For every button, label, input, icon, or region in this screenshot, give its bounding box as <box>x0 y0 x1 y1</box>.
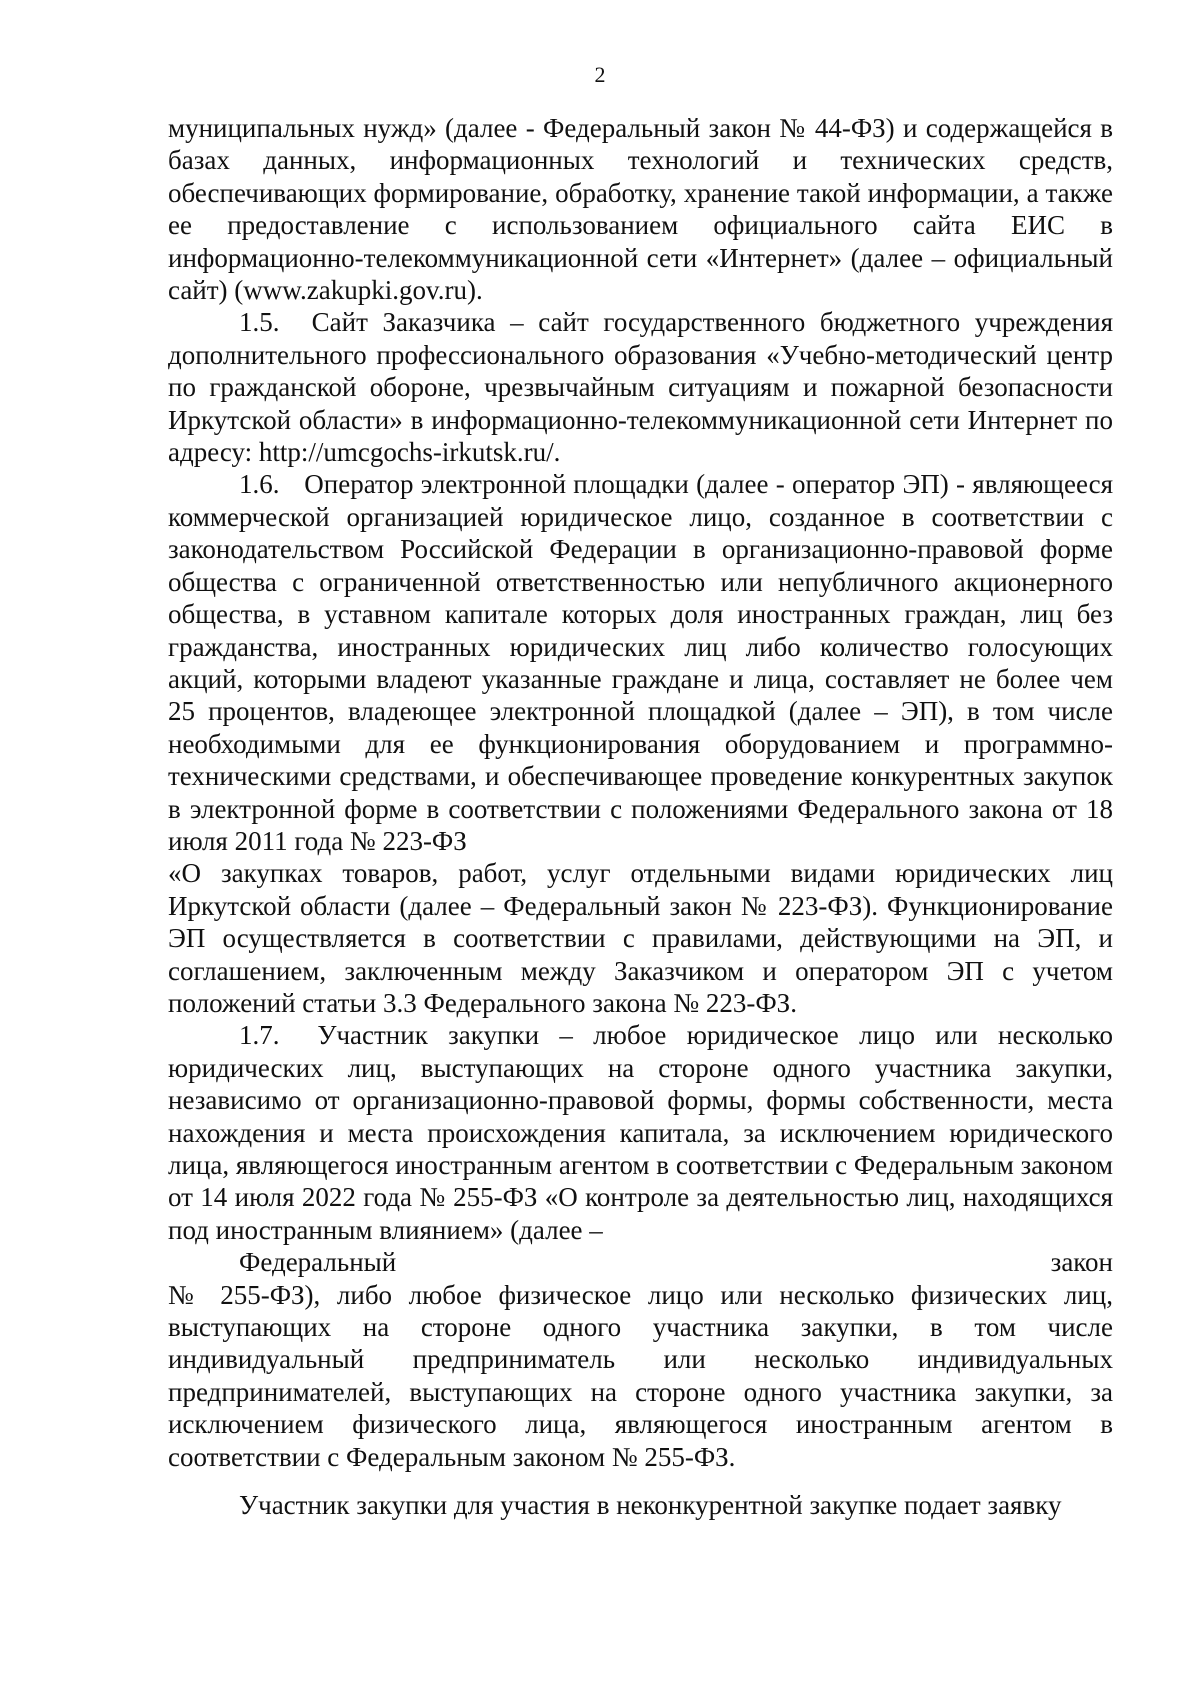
clause-number: 1.5. <box>239 307 280 338</box>
paragraph-1-6 <box>168 468 1113 857</box>
clause-text: Оператор электронной площадки (далее - оператор ЭП) - являющееся коммерческой организацией юридическое лицо, созданное в соответствии с законодательством Российской Федерации в организационно-правовой форме общества с ограниченной ответственностью или непубличного акционерного общества, в уставном капитале которых доля иностранных граждан, лиц без гражданства, иностранных юридических лиц либо количество голосующих акций, которыми владеют указанные граждане и лица, составляет не более чем 25 процентов, владеющее электронной площадкой (далее – ЭП), в том числе необходимыми для ее функционирования оборудованием и программно-техническими средствами, и обеспечивающее проведение конкурентных закупок в электронной форме в соответствии с положениями Федерального закона от 18 июля 2011 года № 223-ФЗ <box>168 469 1114 856</box>
clause-text: Участник закупки – любое юридическое лицо или несколько юридических лиц, выступающих на стороне одного участника закупки, независимо от организационно-правовой формы, формы собственности, места нахождения и места происхождения капитала, за исключением юридического лица, являющегося иностранным агентом в соответствии с Федеральным законом от 14 июля 2022 года № 255-ФЗ «О контроле за деятельностью лиц, находящихся под иностранным влиянием» (далее – <box>168 1020 1114 1245</box>
clause-text: Сайт Заказчика – сайт государственного бюджетного учреждения дополнительного профессионального образования «Учебно-методический центр по гражданской обороне, чрезвычайным ситуациям и пожарной безопасности Иркутской области» в информационно-телекоммуникационной сети Интернет по адресу: http://umcgochs-irkutsk.ru/. <box>168 307 1114 468</box>
paragraph-participant: Участник закупки для участия в неконкурентной закупке подает заявку <box>239 1490 1062 1521</box>
paragraph-1-5 <box>168 306 1113 468</box>
clause-text-tail: Федеральный закон <box>239 1247 1113 1278</box>
paragraph-223-fz: «О закупках товаров, работ, услуг отдельными видами юридических лиц Иркутской области (далее – Федеральный закон № 223-ФЗ). Функционирование ЭП осуществляется в соответствии с правилами, действующими на ЭП, и соглашением, заключенным между Заказчиком и оператором ЭП с учетом положений статьи 3.3 Федерального закона № 223-ФЗ. <box>168 858 1113 1018</box>
clause-number: 1.7. <box>239 1020 280 1051</box>
page-number: 2 <box>594 62 606 87</box>
clause-number: 1.6. <box>239 469 280 500</box>
paragraph-255-fz: № 255-ФЗ), либо любое физическое лицо или несколько физических лиц, выступающих на стороне одного участника закупки, в том числе индивидуальный предприниматель или несколько индивидуальных предпринимателей, выступающих на стороне одного участника закупки, за исключением физического лица, являющегося иностранным агентом в соответствии с Федеральным законом № 255-ФЗ. <box>168 1279 1113 1472</box>
document-body <box>168 112 1113 1521</box>
paragraph-continuation: муниципальных нужд» (далее - Федеральный закон № 44-ФЗ) и содержащейся в базах данных, информационных технологий и технических средств, обеспечивающих формирование, обработку, хранение такой информации, а также ее предоставление с использованием официального сайта ЕИС в информационно-телекоммуникационной сети «Интернет» (далее – официальный сайт) (www.zakupki.gov.ru). <box>168 113 1113 306</box>
paragraph-1-7 <box>168 1019 1113 1278</box>
